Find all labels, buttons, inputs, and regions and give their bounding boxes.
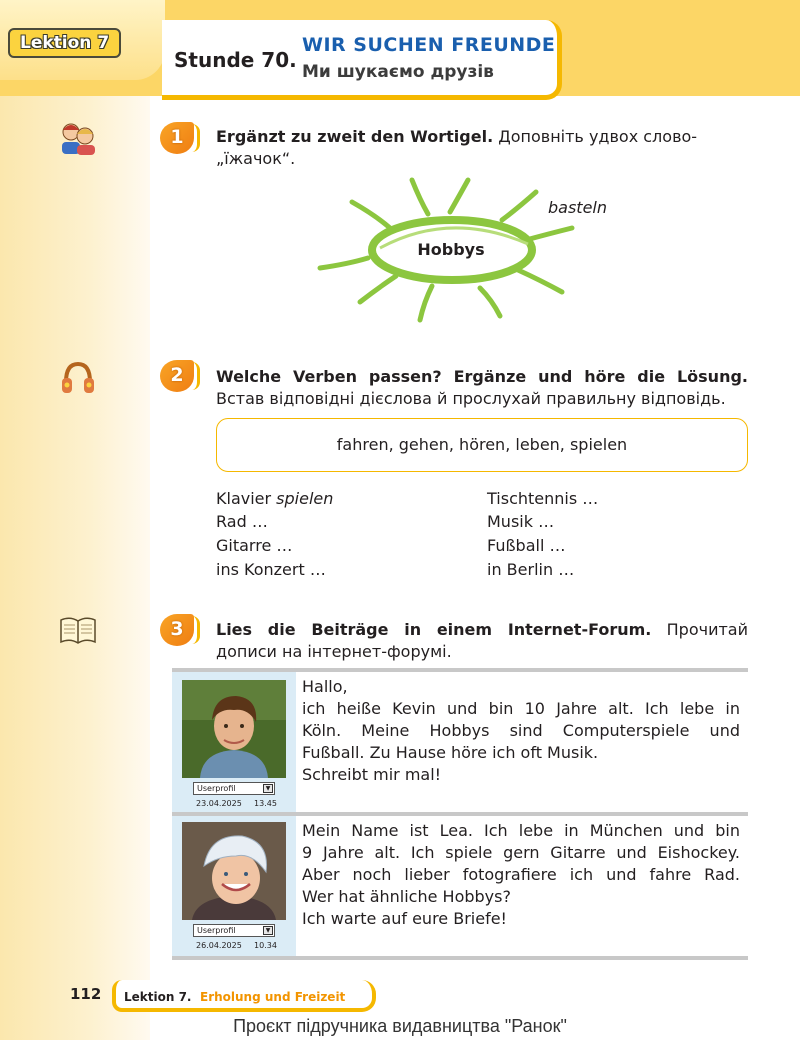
task2-instruction-de: Welche Verben passen? Ergänze und höre die Lösung. bbox=[216, 367, 748, 386]
task3-instruction-ua: Прочитай bbox=[666, 620, 748, 639]
left-margin-band bbox=[0, 0, 150, 1040]
chevron-down-icon: ▼ bbox=[263, 926, 273, 935]
phrase-left-1: Klavier spielen bbox=[216, 489, 334, 508]
forum-post-kevin: Hallo, ich heiße Kevin und bin 10 Jahre alt. Ich lebe in Köln. Meine Hobbys sind Computerspiele und Fußball. Zu Hause höre ich oft Musik. Schreibt mir mal! bbox=[302, 677, 740, 784]
task-number-badge: 1 bbox=[160, 122, 194, 154]
footer-topic: Erholung und Freizeit bbox=[200, 990, 346, 1004]
phrase-right-2: Musik … bbox=[487, 512, 555, 531]
hedgehog-center-word: Hobbys bbox=[417, 240, 485, 259]
post-date: 23.04.2025 bbox=[196, 799, 242, 808]
task3-instruction-ua-line2: дописи на інтернет-форумі. bbox=[216, 642, 452, 661]
userprofil-dropdown[interactable]: Userprofil ▼ bbox=[193, 924, 275, 937]
phrase-left-2: Rad … bbox=[216, 512, 268, 531]
post-time: 13.45 bbox=[254, 799, 277, 808]
forum-post-lea: Mein Name ist Lea. Ich lebe in München und bin 9 Jahre alt. Ich spiele gern Gitarre und Eishockey. Aber noch lieber fotografiere ich und fahre Rad. Wer hat ähnliche Hobbys? Ich warte auf eure Briefe! bbox=[302, 821, 740, 928]
page-subtitle: Ми шукаємо друзів bbox=[302, 62, 494, 82]
task2-instruction-ua: Встав відповідні дієслова й прослухай правильну відповідь. bbox=[216, 389, 726, 408]
hedgehog-example-word: basteln bbox=[548, 198, 607, 217]
verb-box: fahren, gehen, hören, leben, spielen bbox=[216, 418, 748, 472]
chevron-down-icon: ▼ bbox=[263, 784, 273, 793]
phrase-right-3: Fußball … bbox=[487, 536, 566, 555]
kevin-photo bbox=[182, 680, 286, 778]
footer-lektion: Lektion 7. bbox=[124, 990, 192, 1004]
phrase-left-3: Gitarre … bbox=[216, 536, 293, 555]
forum-divider bbox=[172, 956, 748, 960]
task1-instruction-ua: Доповніть удвох слово- bbox=[498, 127, 698, 146]
post-time: 10.34 bbox=[254, 941, 277, 950]
phrase-left-4: ins Konzert … bbox=[216, 560, 326, 579]
post-date: 26.04.2025 bbox=[196, 941, 242, 950]
lektion-tag: Lektion 7 bbox=[8, 28, 121, 58]
task-number-badge: 2 bbox=[160, 360, 194, 392]
lea-photo bbox=[182, 822, 286, 920]
phrase-right-1: Tischtennis … bbox=[487, 489, 599, 508]
book-icon bbox=[58, 612, 98, 648]
userprofil-dropdown[interactable]: Userprofil ▼ bbox=[193, 782, 275, 795]
task3-instruction-de: Lies die Beiträge in einem Internet-Forum. bbox=[216, 620, 652, 639]
headphones-icon bbox=[58, 360, 98, 396]
example-answer: spielen bbox=[276, 489, 334, 508]
task1-instruction-de: Ergänzt zu zweit den Wortigel. bbox=[216, 127, 494, 146]
task3-instruction bbox=[216, 619, 748, 641]
page-title: WIR SUCHEN FREUNDE bbox=[302, 34, 556, 56]
phrase-right-4: in Berlin … bbox=[487, 560, 575, 579]
page-number: 112 bbox=[70, 985, 102, 1003]
publisher-credit: Проєкт підручника видавництва "Ранок" bbox=[233, 1016, 567, 1036]
task1-instruction bbox=[216, 126, 748, 148]
task-number-badge: 3 bbox=[160, 614, 194, 646]
lesson-number: Stunde 70. bbox=[174, 48, 297, 72]
task1-instruction-ua-line2: „їжачок“. bbox=[216, 149, 296, 168]
pair-work-icon bbox=[58, 120, 98, 156]
